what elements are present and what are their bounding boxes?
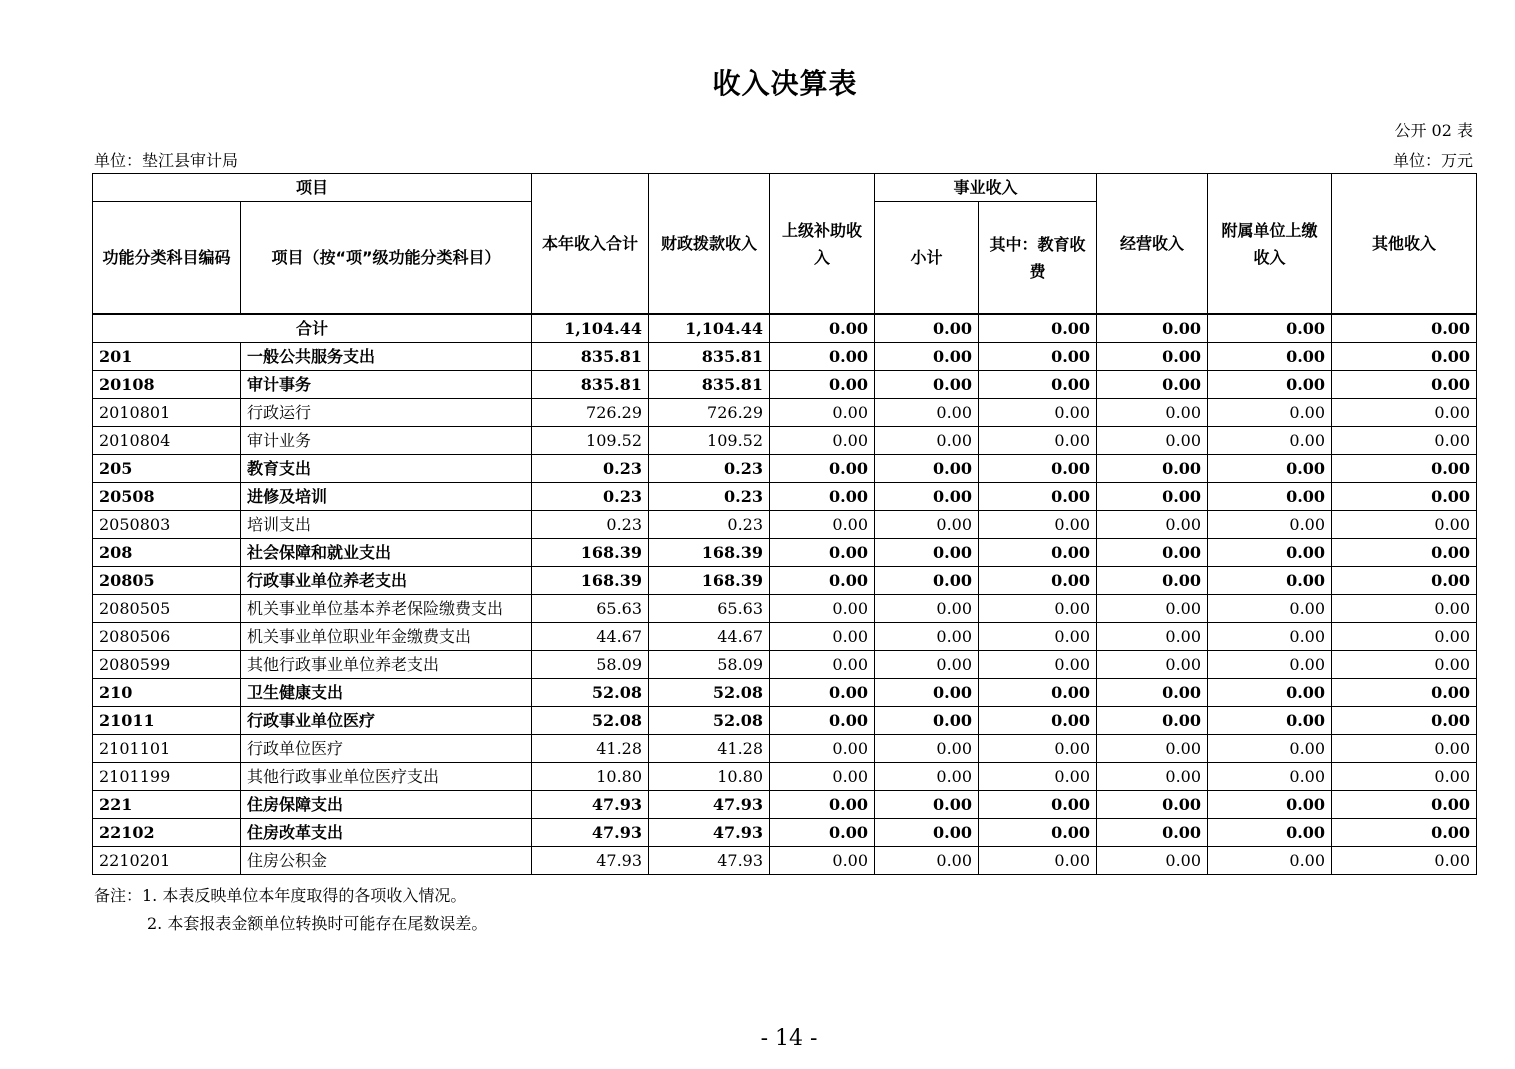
- row-value: 835.81: [649, 371, 770, 399]
- page-title: 收入决算表: [712, 67, 858, 100]
- row-value: 0.00: [979, 679, 1097, 707]
- table-row: [93, 539, 1477, 567]
- row-value: 0.00: [1332, 679, 1477, 707]
- row-value: 41.28: [649, 735, 770, 763]
- table-body: [93, 314, 1477, 875]
- row-value: 0.00: [1332, 539, 1477, 567]
- table-row: [93, 595, 1477, 623]
- row-value: 0.00: [1208, 511, 1332, 539]
- row-value: 0.00: [875, 511, 979, 539]
- notes: [94, 882, 487, 938]
- row-value: 0.00: [1208, 679, 1332, 707]
- row-value: 0.00: [1332, 595, 1477, 623]
- row-value: 0.00: [1332, 763, 1477, 791]
- row-code: 210: [93, 679, 241, 707]
- row-code: 2080599: [93, 651, 241, 679]
- row-value: 0.00: [979, 343, 1097, 371]
- row-value: 0.00: [770, 623, 875, 651]
- row-value: 0.00: [875, 343, 979, 371]
- row-name: 机关事业单位基本养老保险缴费支出: [241, 595, 532, 623]
- total-label: 合计: [93, 314, 532, 343]
- table-row: [93, 567, 1477, 595]
- row-value: 0.23: [532, 511, 649, 539]
- row-code: 21011: [93, 707, 241, 735]
- total-value: 0.00: [875, 314, 979, 343]
- row-value: 0.00: [770, 455, 875, 483]
- total-value: 0.00: [979, 314, 1097, 343]
- note-line-2: 2. 本套报表金额单位转换时可能存在尾数误差。: [147, 914, 488, 933]
- row-code: 2101199: [93, 763, 241, 791]
- row-code: 208: [93, 539, 241, 567]
- header-career-subtotal: 小计: [875, 202, 979, 315]
- row-value: 0.00: [979, 511, 1097, 539]
- row-value: 0.00: [1208, 427, 1332, 455]
- row-value: 0.00: [979, 539, 1097, 567]
- row-value: 47.93: [649, 819, 770, 847]
- row-value: 0.00: [1332, 427, 1477, 455]
- row-code: 20805: [93, 567, 241, 595]
- row-name: 行政事业单位养老支出: [241, 567, 532, 595]
- total-row: [93, 314, 1477, 343]
- row-value: 0.23: [649, 483, 770, 511]
- row-value: 0.00: [1097, 595, 1208, 623]
- table-row: [93, 735, 1477, 763]
- row-value: 168.39: [532, 567, 649, 595]
- row-value: 0.00: [1097, 539, 1208, 567]
- row-value: 0.00: [875, 679, 979, 707]
- row-value: 0.00: [1208, 455, 1332, 483]
- table-row: [93, 399, 1477, 427]
- row-value: 0.00: [979, 371, 1097, 399]
- row-value: 0.00: [875, 455, 979, 483]
- row-value: 0.00: [1332, 343, 1477, 371]
- row-value: 0.00: [770, 483, 875, 511]
- row-value: 0.00: [1208, 539, 1332, 567]
- row-value: 0.00: [1208, 343, 1332, 371]
- row-value: 0.00: [1208, 791, 1332, 819]
- row-value: 47.93: [649, 847, 770, 875]
- table-row: [93, 763, 1477, 791]
- row-value: 0.00: [1208, 567, 1332, 595]
- row-code: 2080506: [93, 623, 241, 651]
- row-name: 卫生健康支出: [241, 679, 532, 707]
- row-value: 835.81: [532, 343, 649, 371]
- row-value: 0.00: [770, 595, 875, 623]
- total-value: 0.00: [1208, 314, 1332, 343]
- row-value: 0.00: [875, 371, 979, 399]
- income-table: [92, 173, 1477, 875]
- row-value: 0.00: [875, 791, 979, 819]
- row-value: 0.00: [770, 847, 875, 875]
- row-value: 0.00: [1332, 791, 1477, 819]
- note-line-1: 备注：1. 本表反映单位本年度取得的各项收入情况。: [94, 886, 467, 905]
- row-value: 0.23: [532, 483, 649, 511]
- row-name: 其他行政事业单位医疗支出: [241, 763, 532, 791]
- row-name: 住房公积金: [241, 847, 532, 875]
- row-value: 0.00: [770, 567, 875, 595]
- row-code: 2101101: [93, 735, 241, 763]
- row-value: 0.00: [875, 595, 979, 623]
- table-row: [93, 791, 1477, 819]
- row-value: 0.00: [770, 539, 875, 567]
- row-value: 0.00: [875, 567, 979, 595]
- total-value: 0.00: [1332, 314, 1477, 343]
- total-value: 1,104.44: [532, 314, 649, 343]
- row-value: 835.81: [532, 371, 649, 399]
- row-value: 0.00: [1332, 455, 1477, 483]
- form-number: 公开 02 表: [1394, 121, 1473, 140]
- row-value: 41.28: [532, 735, 649, 763]
- header-other: 其他收入: [1332, 174, 1477, 315]
- row-value: 0.00: [1208, 847, 1332, 875]
- row-name: 审计事务: [241, 371, 532, 399]
- row-value: 58.09: [532, 651, 649, 679]
- row-value: 0.00: [875, 399, 979, 427]
- row-value: 0.00: [875, 623, 979, 651]
- row-code: 20108: [93, 371, 241, 399]
- header-name: 项目（按“项”级功能分类科目）: [241, 202, 532, 315]
- row-value: 0.00: [1097, 819, 1208, 847]
- row-value: 0.00: [1332, 371, 1477, 399]
- table-row: [93, 707, 1477, 735]
- row-name: 行政单位医疗: [241, 735, 532, 763]
- row-value: 0.00: [770, 371, 875, 399]
- row-value: 47.93: [532, 819, 649, 847]
- row-value: 0.00: [1332, 483, 1477, 511]
- row-value: 44.67: [532, 623, 649, 651]
- row-value: 0.00: [1332, 707, 1477, 735]
- row-value: 0.00: [1332, 847, 1477, 875]
- row-value: 0.00: [1208, 735, 1332, 763]
- row-value: 0.00: [770, 679, 875, 707]
- row-value: 0.00: [1208, 483, 1332, 511]
- row-value: 0.00: [1332, 819, 1477, 847]
- row-name: 社会保障和就业支出: [241, 539, 532, 567]
- row-code: 201: [93, 343, 241, 371]
- row-value: 0.00: [770, 511, 875, 539]
- row-code: 2210201: [93, 847, 241, 875]
- row-value: 0.00: [875, 707, 979, 735]
- row-value: 0.00: [1097, 483, 1208, 511]
- row-value: 168.39: [532, 539, 649, 567]
- row-value: 0.00: [875, 847, 979, 875]
- header-code: 功能分类科目编码: [93, 202, 241, 315]
- row-value: 0.00: [1208, 819, 1332, 847]
- row-value: 0.00: [875, 427, 979, 455]
- table-row: [93, 819, 1477, 847]
- row-value: 0.00: [1208, 399, 1332, 427]
- row-value: 109.52: [649, 427, 770, 455]
- row-value: 0.00: [1332, 567, 1477, 595]
- row-value: 0.00: [1208, 651, 1332, 679]
- row-value: 0.00: [770, 651, 875, 679]
- row-value: 109.52: [532, 427, 649, 455]
- reporting-unit: 单位：垫江县审计局: [94, 151, 239, 170]
- header-career-edu: 其中：教育收费: [979, 202, 1097, 315]
- row-value: 0.00: [875, 651, 979, 679]
- row-value: 0.00: [979, 735, 1097, 763]
- row-value: 52.08: [532, 707, 649, 735]
- row-value: 0.00: [875, 819, 979, 847]
- table-row: [93, 427, 1477, 455]
- table-row: [93, 483, 1477, 511]
- row-value: 0.00: [1332, 511, 1477, 539]
- row-value: 0.00: [1097, 511, 1208, 539]
- row-value: 0.00: [979, 427, 1097, 455]
- total-value: 0.00: [1097, 314, 1208, 343]
- row-value: 0.00: [979, 847, 1097, 875]
- row-value: 835.81: [649, 343, 770, 371]
- row-code: 2010804: [93, 427, 241, 455]
- row-value: 0.00: [1097, 623, 1208, 651]
- row-value: 0.00: [875, 763, 979, 791]
- row-value: 0.00: [770, 707, 875, 735]
- row-value: 47.93: [649, 791, 770, 819]
- row-value: 0.00: [1097, 455, 1208, 483]
- row-value: 168.39: [649, 567, 770, 595]
- table-row: [93, 343, 1477, 371]
- row-name: 住房改革支出: [241, 819, 532, 847]
- table-row: [93, 455, 1477, 483]
- row-value: 726.29: [649, 399, 770, 427]
- row-value: 0.00: [1332, 623, 1477, 651]
- row-value: 0.00: [1097, 399, 1208, 427]
- row-code: 221: [93, 791, 241, 819]
- row-name: 行政运行: [241, 399, 532, 427]
- row-value: 0.00: [1097, 651, 1208, 679]
- row-value: 44.67: [649, 623, 770, 651]
- table-row: [93, 847, 1477, 875]
- row-value: 0.00: [979, 791, 1097, 819]
- row-code: 2080505: [93, 595, 241, 623]
- row-value: 0.23: [649, 455, 770, 483]
- row-value: 0.00: [770, 343, 875, 371]
- row-value: 0.00: [1097, 427, 1208, 455]
- header-business: 经营收入: [1097, 174, 1208, 315]
- row-value: 0.00: [1208, 623, 1332, 651]
- header-career: 事业收入: [875, 174, 1097, 202]
- row-value: 0.00: [875, 483, 979, 511]
- row-value: 0.00: [979, 651, 1097, 679]
- row-value: 52.08: [532, 679, 649, 707]
- row-name: 机关事业单位职业年金缴费支出: [241, 623, 532, 651]
- row-value: 52.08: [649, 679, 770, 707]
- row-value: 0.00: [770, 763, 875, 791]
- header-item: 项目: [93, 174, 532, 202]
- row-value: 65.63: [649, 595, 770, 623]
- row-name: 审计业务: [241, 427, 532, 455]
- row-value: 0.00: [979, 567, 1097, 595]
- table-row: [93, 679, 1477, 707]
- row-code: 22102: [93, 819, 241, 847]
- row-value: 726.29: [532, 399, 649, 427]
- row-value: 0.00: [770, 791, 875, 819]
- row-value: 0.00: [875, 735, 979, 763]
- row-value: 0.00: [1332, 399, 1477, 427]
- row-value: 0.00: [1208, 707, 1332, 735]
- row-value: 65.63: [532, 595, 649, 623]
- row-value: 0.00: [1208, 763, 1332, 791]
- row-value: 0.00: [770, 427, 875, 455]
- row-value: 0.23: [649, 511, 770, 539]
- row-name: 培训支出: [241, 511, 532, 539]
- header-affiliated: 附属单位上缴收入: [1208, 174, 1332, 315]
- row-value: 0.00: [1097, 763, 1208, 791]
- row-value: 0.00: [1097, 791, 1208, 819]
- row-value: 0.00: [1332, 651, 1477, 679]
- currency-unit: 单位：万元: [1392, 151, 1473, 170]
- row-value: 0.00: [979, 595, 1097, 623]
- row-value: 0.00: [1208, 595, 1332, 623]
- header-subsidy: 上级补助收入: [770, 174, 875, 315]
- row-value: 58.09: [649, 651, 770, 679]
- row-value: 0.00: [770, 735, 875, 763]
- row-code: 2050803: [93, 511, 241, 539]
- row-value: 0.00: [1097, 679, 1208, 707]
- row-code: 20508: [93, 483, 241, 511]
- row-name: 进修及培训: [241, 483, 532, 511]
- row-value: 0.00: [1097, 847, 1208, 875]
- row-value: 47.93: [532, 847, 649, 875]
- row-value: 0.00: [1097, 567, 1208, 595]
- row-value: 0.00: [979, 819, 1097, 847]
- row-value: 0.00: [979, 623, 1097, 651]
- row-value: 0.23: [532, 455, 649, 483]
- row-value: 0.00: [1097, 343, 1208, 371]
- row-value: 0.00: [979, 763, 1097, 791]
- row-value: 0.00: [1208, 371, 1332, 399]
- row-value: 0.00: [979, 483, 1097, 511]
- row-name: 教育支出: [241, 455, 532, 483]
- row-value: 0.00: [770, 399, 875, 427]
- row-value: 10.80: [649, 763, 770, 791]
- total-value: 0.00: [770, 314, 875, 343]
- row-value: 0.00: [979, 707, 1097, 735]
- table-row: [93, 651, 1477, 679]
- row-value: 0.00: [770, 819, 875, 847]
- total-value: 1,104.44: [649, 314, 770, 343]
- header-total: 本年收入合计: [532, 174, 649, 315]
- row-value: 47.93: [532, 791, 649, 819]
- page-number: - 14 -: [760, 1026, 818, 1051]
- row-value: 0.00: [1097, 735, 1208, 763]
- row-code: 2010801: [93, 399, 241, 427]
- table-row: [93, 511, 1477, 539]
- row-value: 10.80: [532, 763, 649, 791]
- row-value: 0.00: [979, 399, 1097, 427]
- row-value: 0.00: [1097, 707, 1208, 735]
- row-value: 0.00: [875, 539, 979, 567]
- row-value: 0.00: [1332, 735, 1477, 763]
- row-code: 205: [93, 455, 241, 483]
- row-value: 52.08: [649, 707, 770, 735]
- row-value: 0.00: [979, 455, 1097, 483]
- row-name: 其他行政事业单位养老支出: [241, 651, 532, 679]
- row-name: 行政事业单位医疗: [241, 707, 532, 735]
- row-value: 168.39: [649, 539, 770, 567]
- table-row: [93, 371, 1477, 399]
- table-row: [93, 623, 1477, 651]
- row-name: 一般公共服务支出: [241, 343, 532, 371]
- header-fiscal: 财政拨款收入: [649, 174, 770, 315]
- row-value: 0.00: [1097, 371, 1208, 399]
- row-name: 住房保障支出: [241, 791, 532, 819]
